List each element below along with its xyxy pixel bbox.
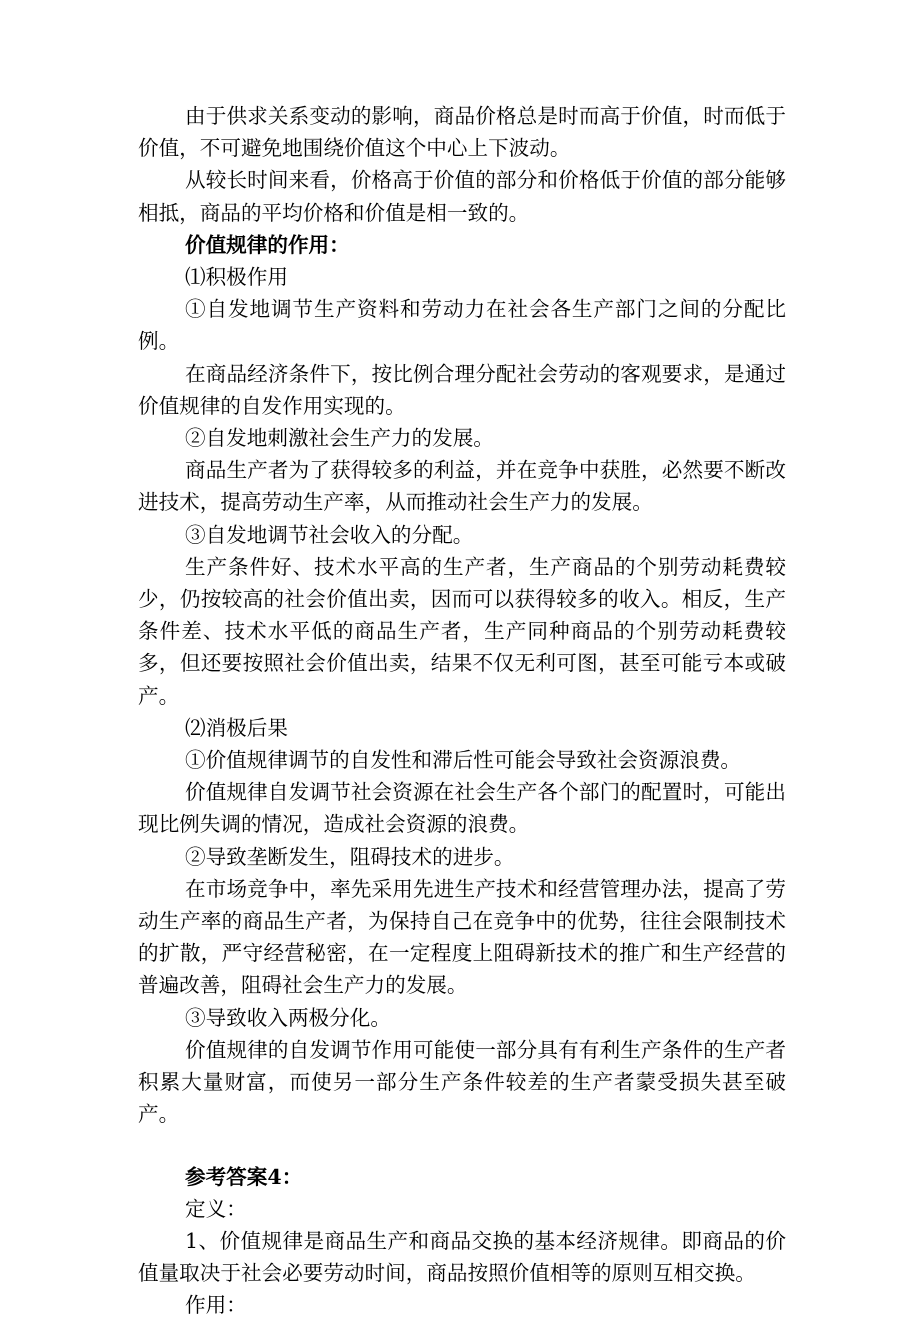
paragraph-negative-2-detail: 在市场竞争中，率先采用先进生产技术和经营管理办法，提高了劳动生产率的商品生产者，为保持自己在竞争中的优势，往往会限制技术的扩散，严守经营秘密，在一定程度上阻碍新技术的推广和生产经营的普遍改善，阻碍社会生产力的发展。 bbox=[138, 876, 786, 998]
paragraph-positive-1: ①自发地调节生产资料和劳动力在社会各生产部门之间的分配比例。 bbox=[138, 297, 786, 354]
heading-law-of-value-effects: 价值规律的作用： bbox=[185, 232, 350, 257]
paragraph-negative-3-detail: 价值规律的自发调节作用可能使一部分具有有利生产条件的生产者积累大量财富，而使另一部分生产条件较差的生产者蒙受损失甚至破产。 bbox=[138, 1037, 786, 1127]
paragraph-long-term-balance: 从较长时间来看，价格高于价值的部分和价格低于价值的部分能够相抵，商品的平均价格和价值是相一致的。 bbox=[138, 168, 786, 225]
paragraph-positive-2-detail: 商品生产者为了获得较多的利益，并在竞争中获胜，必然要不断改进技术，提高劳动生产率，从而推动社会生产力的发展。 bbox=[138, 458, 786, 515]
label-function: 作用： bbox=[185, 1293, 247, 1318]
section-gap bbox=[138, 1131, 786, 1161]
paragraph-negative-3: ③导致收入两极分化。 bbox=[185, 1005, 391, 1030]
paragraph-positive-2: ②自发地刺激社会生产力的发展。 bbox=[185, 426, 494, 451]
paragraph-negative-1: ①价值规律调节的自发性和滞后性可能会导致社会资源浪费。 bbox=[185, 748, 742, 773]
paragraph-positive-3: ③自发地调节社会收入的分配。 bbox=[185, 522, 474, 547]
paragraph-negative-1-detail: 价值规律自发调节社会资源在社会生产各个部门的配置时，可能出现比例失调的情况，造成社会资源的浪费。 bbox=[138, 780, 786, 837]
document-page bbox=[138, 100, 786, 1322]
subheading-positive-effects: ⑴积极作用 bbox=[185, 265, 288, 290]
paragraph-definition-1: 1、价值规律是商品生产和商品交换的基本经济规律。即商品的价值量取决于社会必要劳动时间，商品按照价值相等的原则互相交换。 bbox=[138, 1228, 786, 1286]
paragraph-positive-1-detail: 在商品经济条件下，按比例合理分配社会劳动的客观要求，是通过价值规律的自发作用实现的。 bbox=[138, 361, 786, 418]
label-definition: 定义： bbox=[185, 1196, 247, 1221]
paragraph-price-fluctuation: 由于供求关系变动的影响，商品价格总是时而高于价值，时而低于价值，不可避免地围绕价值这个中心上下波动。 bbox=[138, 104, 786, 161]
heading-reference-answer-4: 参考答案4： bbox=[185, 1164, 303, 1189]
paragraph-positive-3-detail: 生产条件好、技术水平高的生产者，生产商品的个别劳动耗费较少，仍按较高的社会价值出卖，因而可以获得较多的收入。相反，生产条件差、技术水平低的商品生产者，生产同种商品的个别劳动耗费较多，但还要按照社会价值出卖，结果不仅无利可图，甚至可能亏本或破产。 bbox=[138, 554, 786, 708]
subheading-negative-effects: ⑵消极后果 bbox=[185, 715, 288, 740]
paragraph-negative-2: ②导致垄断发生，阻碍技术的进步。 bbox=[185, 844, 515, 869]
